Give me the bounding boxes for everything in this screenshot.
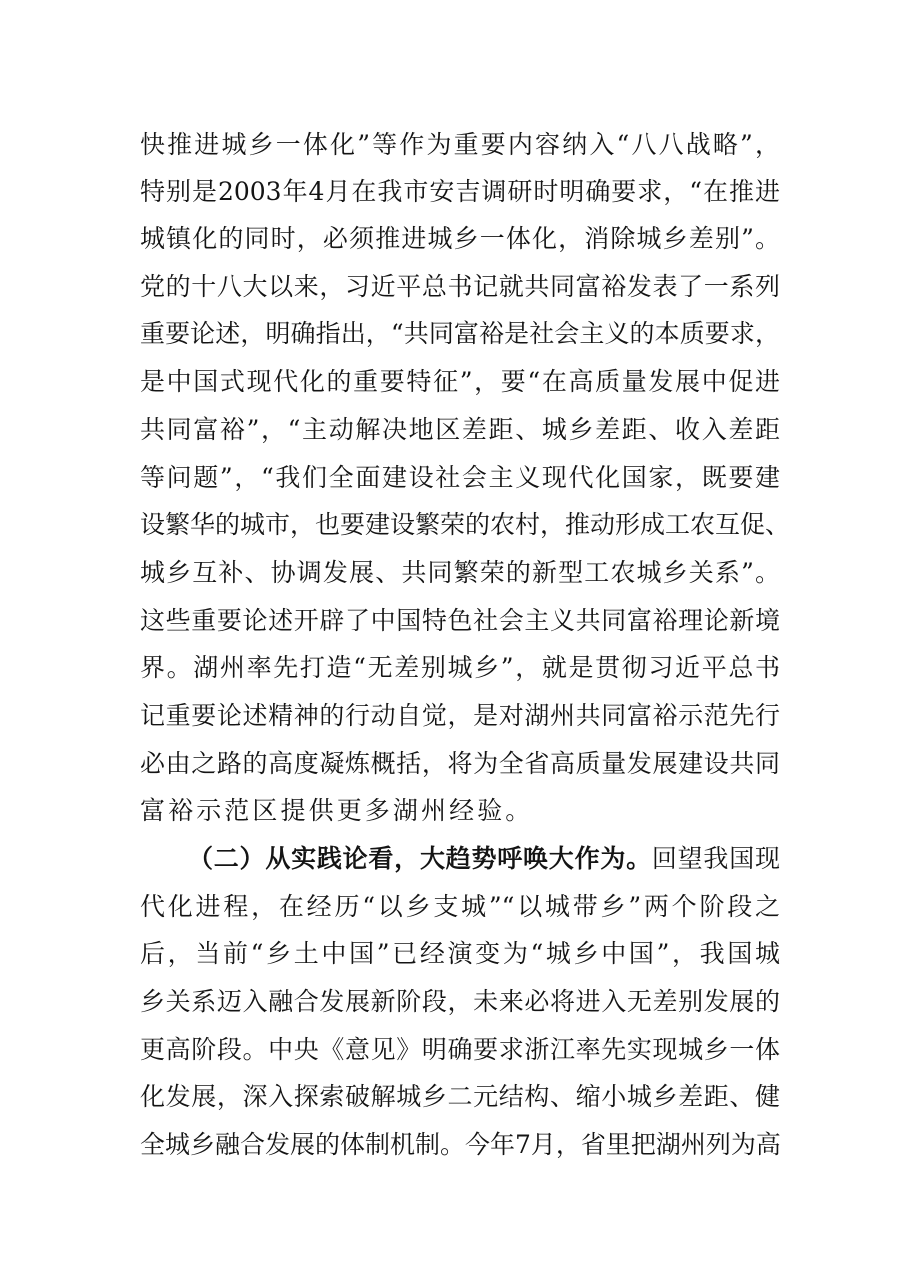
paragraph-line-1: 快推进城乡一体化”等作为重要内容纳入“八八战略”， <box>140 130 780 159</box>
paragraph-line-10: 城乡互补、协调发展、共同繁荣的新型工农城乡关系”。 <box>140 558 780 587</box>
paragraph-line-12: 界。湖州率先打造“无差别城乡”，就是贯彻习近平总书 <box>140 653 780 682</box>
section-2-heading: （二）从实践论看，大趋势呼唤大作为。 <box>188 844 652 873</box>
paragraph-line-4: 党的十八大以来，习近平总书记就共同富裕发表了一系列 <box>140 272 780 301</box>
section-2-line-5: 更高阶段。中央《意见》明确要求浙江率先实现城乡一体 <box>140 1035 780 1064</box>
paragraph-line-5: 重要论述，明确指出，“共同富裕是社会主义的本质要求， <box>140 319 780 348</box>
section-2-line-6: 化发展，深入探索破解城乡二元结构、缩小城乡差距、健 <box>140 1082 780 1111</box>
paragraph-line-2: 特别是2003年4月在我市安吉调研时明确要求，“在推进 <box>140 177 780 206</box>
section-2-first-line-text: 回望我国现 <box>651 844 780 873</box>
section-2-line-2: 代化进程，在经历“以乡支城”“以城带乡”两个阶段之 <box>140 892 780 921</box>
section-2-line-7: 全城乡融合发展的体制机制。今年7月，省里把湖州列为高 <box>140 1130 781 1159</box>
paragraph-line-11: 这些重要论述开辟了中国特色社会主义共同富裕理论新境 <box>140 606 780 635</box>
section-2-first-line <box>188 835 780 882</box>
section-2-line-4: 乡关系迈入融合发展新阶段，未来必将进入无差别发展的 <box>140 987 780 1016</box>
paragraph-line-13: 记重要论述精神的行动自觉，是对湖州共同富裕示范先行 <box>140 701 780 730</box>
paragraph-line-15: 富裕示范区提供更多湖州经验。 <box>140 796 534 825</box>
paragraph-line-9: 设繁华的城市，也要建设繁荣的农村，推动形成工农互促、 <box>140 510 791 539</box>
paragraph-line-8: 等问题”，“我们全面建设社会主义现代化国家，既要建 <box>140 463 780 492</box>
section-2-line-3: 后，当前“乡土中国”已经演变为“城乡中国”，我国城 <box>140 939 780 968</box>
paragraph-line-3: 城镇化的同时，必须推进城乡一体化，消除城乡差别”。 <box>140 224 780 253</box>
paragraph-line-14: 必由之路的高度凝炼概括，将为全省高质量发展建设共同 <box>140 749 780 778</box>
paragraph-line-7: 共同富裕”，“主动解决地区差距、城乡差距、收入差距 <box>140 415 780 444</box>
paragraph-line-6: 是中国式现代化的重要特征”，要“在高质量发展中促进 <box>140 367 780 396</box>
